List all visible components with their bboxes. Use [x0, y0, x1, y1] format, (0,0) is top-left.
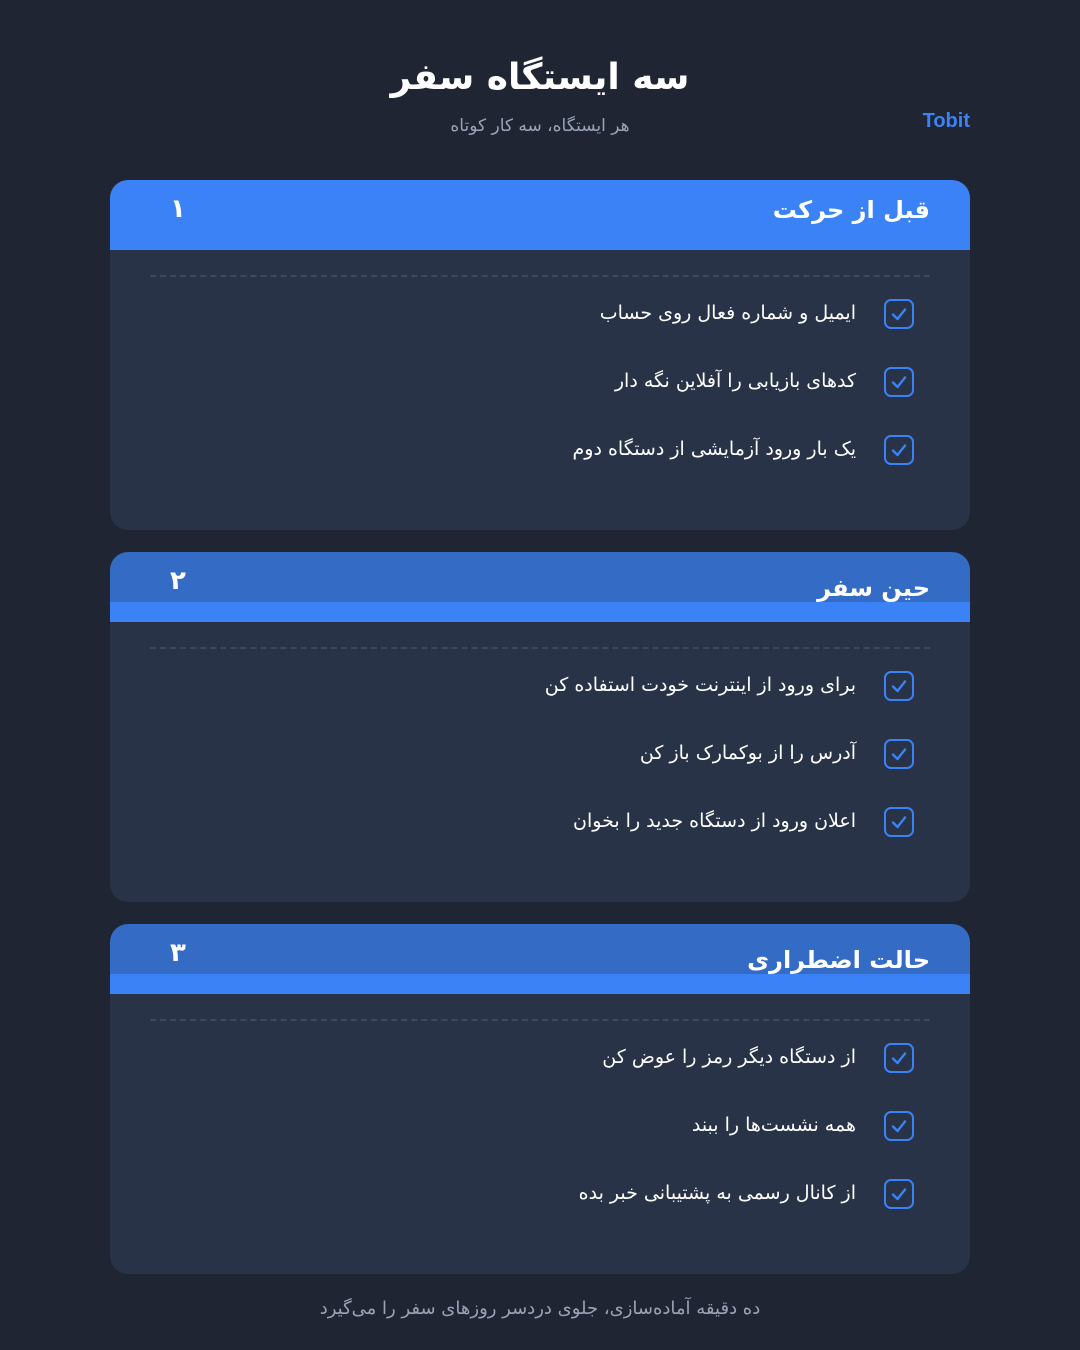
station-title: حالت اضطراری	[747, 946, 930, 974]
checklist-item-label: آدرس را از بوکمارک باز کن	[639, 742, 856, 764]
checkbox-checked-icon[interactable]	[884, 367, 914, 397]
station-header	[110, 552, 970, 622]
station-header	[110, 924, 970, 994]
station-header	[110, 180, 970, 250]
page-subtitle: هر ایستگاه، سه کار کوتاه	[450, 116, 630, 136]
station-number: ۲	[170, 566, 186, 596]
checklist-item-label: برای ورود از اینترنت خودت استفاده کن	[544, 674, 856, 696]
checkbox-checked-icon[interactable]	[884, 671, 914, 701]
checklist-item[interactable]	[110, 734, 970, 774]
station-card-during-trip	[110, 552, 970, 902]
checklist-item-label: یک بار ورود آزمایشی از دستگاه دوم	[572, 438, 856, 460]
station-number: ۳	[170, 938, 186, 968]
dashed-divider	[150, 275, 930, 277]
dashed-divider	[150, 647, 930, 649]
checklist-item-label: از دستگاه دیگر رمز را عوض کن	[602, 1046, 856, 1068]
checklist-item[interactable]	[110, 294, 970, 334]
checkbox-checked-icon[interactable]	[884, 807, 914, 837]
checklist-item[interactable]	[110, 1106, 970, 1146]
checklist-item[interactable]	[110, 1038, 970, 1078]
brand-logo: Tobit	[922, 110, 970, 132]
footer-note: ده دقیقه آماده‌سازی، جلوی دردسر روزهای سفر را می‌گیرد	[319, 1298, 761, 1319]
checkbox-checked-icon[interactable]	[884, 1111, 914, 1141]
page-title: سه ایستگاه سفر	[390, 57, 690, 98]
checklist-item[interactable]	[110, 430, 970, 470]
checkbox-checked-icon[interactable]	[884, 299, 914, 329]
station-number: ۱	[170, 194, 186, 224]
station-card-before-departure	[110, 180, 970, 530]
checklist-item-label: اعلان ورود از دستگاه جدید را بخوان	[573, 810, 856, 832]
checklist-item[interactable]	[110, 802, 970, 842]
checklist-item-label: ایمیل و شماره فعال روی حساب	[599, 302, 856, 324]
checklist-item[interactable]	[110, 666, 970, 706]
checklist-item-label: کدهای بازیابی را آفلاین نگه دار	[614, 370, 856, 392]
checklist-item-label: همه نشست‌ها را ببند	[691, 1114, 856, 1136]
checklist-item[interactable]	[110, 362, 970, 402]
checkbox-checked-icon[interactable]	[884, 1179, 914, 1209]
station-title: قبل از حرکت	[772, 196, 930, 224]
checkbox-checked-icon[interactable]	[884, 435, 914, 465]
checkbox-checked-icon[interactable]	[884, 739, 914, 769]
station-title: حین سفر	[817, 574, 930, 602]
checklist-item[interactable]	[110, 1174, 970, 1214]
checklist-item-label: از کانال رسمی به پشتیبانی خبر بده	[578, 1182, 856, 1204]
checkbox-checked-icon[interactable]	[884, 1043, 914, 1073]
station-card-emergency	[110, 924, 970, 1274]
dashed-divider	[150, 1019, 930, 1021]
